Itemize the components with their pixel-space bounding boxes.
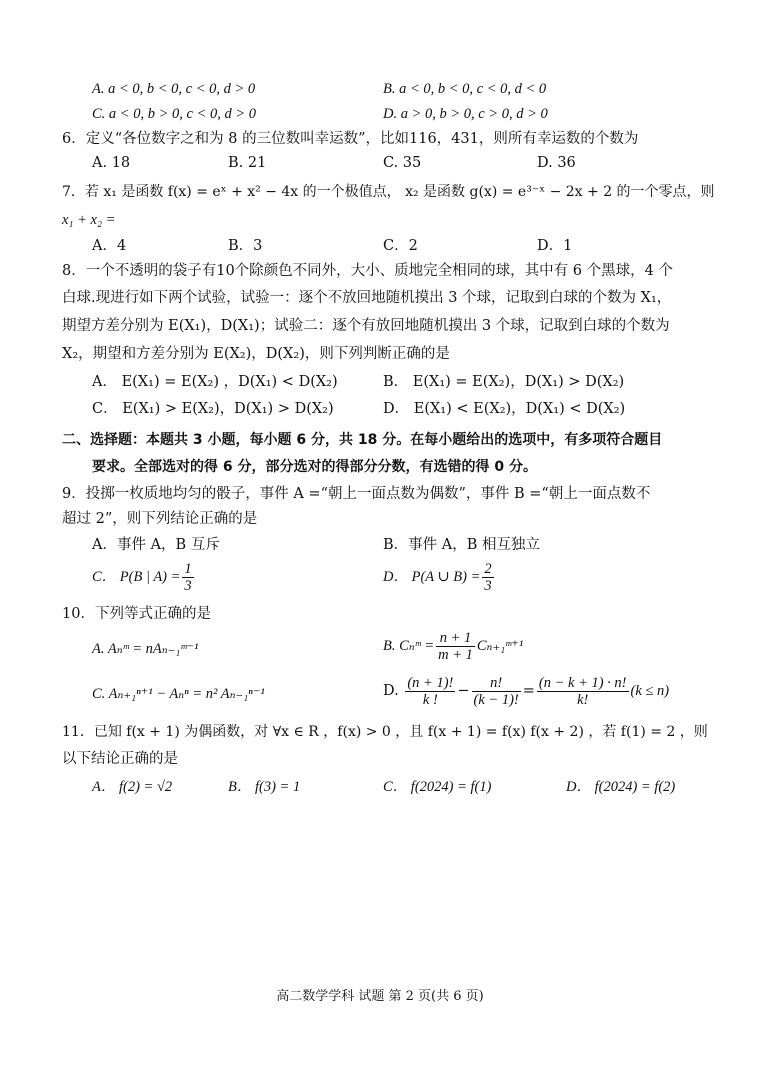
q7-stem-line1: 7．若 x₁ 是函数 f(x) = eˣ + x² − 4x 的一个极值点， x₂ 是函数 g(x) = e³⁻ˣ − 2x + 2 的一个零点，则 (62, 184, 715, 200)
q9-line1: 9．投掷一枚质地均匀的骰子，事件 A =“朝上一面点数为偶数”，事件 B =“朝上一面点数不 (62, 486, 651, 502)
q10-d-fraction2 (472, 675, 521, 708)
q8-option-d: D． E(X₁) < E(X₂)，D(X₁) < D(X₂) (383, 401, 626, 417)
q11-option-c: C． f(2024) = f(1) (383, 779, 492, 795)
q9-option-b: B．事件 A，B 相互独立 (383, 537, 540, 553)
q10-b-prefix: B. Cₙᵐ = (383, 638, 435, 654)
q5-option-a: A. a < 0, b < 0, c < 0, d > 0 (92, 81, 256, 97)
q7-option-c: C．2 (383, 238, 418, 254)
q8-line3: 期望方差分别为 E(X₁)，D(X₁)；试验二：逐个有放回地随机摸出 3 个球，记取到白球的个数为 (62, 318, 670, 334)
q10-option-d (383, 674, 669, 708)
q11-option-b: B． f(3) = 1 (228, 779, 301, 795)
q7-option-a: A．4 (92, 238, 127, 254)
q9-line2: 超过 2”，则下列结论正确的是 (62, 511, 258, 527)
q7-stem-line2: x₁ + x₂ = (62, 212, 116, 228)
q10-b-fraction (436, 630, 475, 663)
q5-option-d: D. a > 0, b > 0, c > 0, d > 0 (383, 106, 548, 122)
q9-d-numerator: 2 (484, 560, 492, 577)
q8-line1: 8．一个不透明的袋子有10个除颜色不同外，大小、质地完全相同的球，其中有 6 个黑球，4 个 (62, 263, 673, 279)
q9-option-d-prefix: D． P(A ∪ B) = (383, 569, 481, 585)
section2-heading-line1: 二、选择题：本题共 3 小题，每小题 6 分，共 18 分。在每小题给出的选项中，有多项符合题目 (62, 432, 663, 448)
q10-d-f2-numerator: n! (472, 675, 521, 692)
q10-option-b (383, 629, 523, 663)
q10-d-minus: − (457, 683, 470, 699)
q6-option-c: C. 35 (383, 155, 422, 171)
q9-option-c (92, 560, 196, 594)
q10-d-fraction1 (405, 675, 455, 708)
q8-line4: X₂，期望和方差分别为 E(X₂)，D(X₂)，则下列判断正确的是 (62, 346, 450, 362)
q10-b-numerator: n + 1 (436, 630, 475, 647)
q8-option-b: B． E(X₁) = E(X₂)，D(X₁) > D(X₂) (383, 374, 625, 390)
q6-stem: 6．定义“各位数字之和为 8 的三位数叫幸运数”，比如116，431，则所有幸运数的个数为 (62, 131, 639, 147)
q10-d-f1-denominator: k ! (422, 691, 438, 708)
q10-option-c: C. Aₙ₊₁ⁿ⁺¹ − Aₙⁿ = n² Aₙ₋₁ⁿ⁻¹ (92, 686, 265, 702)
q11-line1: 11．已知 f(x + 1) 为偶函数，对 ∀x ∈ R ，f(x) > 0 ，且 f(x + 1) = f(x) f(x + 2) ，若 f(1) = 2 ，则 (62, 724, 708, 740)
q7-option-d: D．1 (537, 238, 573, 254)
q11-option-a: A． f(2) = √2 (92, 779, 173, 795)
q9-option-d-fraction (482, 561, 493, 594)
q9-c-numerator: 1 (184, 560, 192, 577)
q8-option-c: C． E(X₁) > E(X₂)，D(X₁) > D(X₂) (92, 401, 334, 417)
q9-option-c-prefix: C． P(B | A) = (92, 569, 181, 585)
q10-b-denominator: m + 1 (438, 646, 473, 663)
q10-d-suffix: (k ≤ n) (630, 683, 670, 699)
q9-c-denominator: 3 (184, 577, 192, 594)
q10-d-f2-denominator: (k − 1)! (473, 691, 519, 708)
q10-d-prefix: D. (383, 683, 399, 699)
page-footer: 高二数学学科 试题 第 2 页(共 6 页) (276, 989, 484, 1004)
q11-option-d: D． f(2024) = f(2) (566, 779, 676, 795)
q5-option-b: B. a < 0, b < 0, c < 0, d < 0 (383, 81, 547, 97)
q9-option-a: A．事件 A，B 互斥 (92, 537, 220, 553)
q10-d-fraction3 (537, 675, 629, 708)
q8-option-a: A． E(X₁) = E(X₂) ，D(X₁) < D(X₂) (92, 374, 338, 390)
q9-option-c-fraction (182, 561, 193, 594)
q6-option-d: D. 36 (537, 155, 576, 171)
q10-b-suffix: Cₙ₊₁ᵐ⁺¹ (476, 638, 524, 654)
q6-option-a: A. 18 (92, 155, 131, 171)
q10-d-f3-denominator: k! (577, 691, 589, 708)
q8-line2: 白球.现进行如下两个试验，试验一：逐个不放回地随机摸出 3 个球，记取到白球的个数为 X₁， (62, 290, 672, 306)
q10-stem: 10．下列等式正确的是 (62, 606, 211, 622)
q10-option-a: A. Aₙᵐ = nAₙ₋₁ᵐ⁻¹ (92, 641, 199, 657)
q10-d-f1-numerator: (n + 1)! (407, 674, 454, 691)
q6-option-b: B. 21 (228, 155, 267, 171)
q9-option-d (383, 560, 496, 594)
q10-d-f3-numerator: (n − k + 1) · n! (538, 674, 627, 691)
q11-line2: 以下结论正确的是 (62, 751, 178, 767)
q10-d-equals: = (522, 683, 535, 699)
section2-heading-line2: 要求。全部选对的得 6 分，部分选对的得部分分数，有选错的得 0 分。 (92, 459, 537, 475)
q5-option-c: C. a < 0, b > 0, c < 0, d > 0 (92, 106, 256, 122)
q9-d-denominator: 3 (484, 577, 492, 594)
q7-option-b: B．3 (228, 238, 263, 254)
